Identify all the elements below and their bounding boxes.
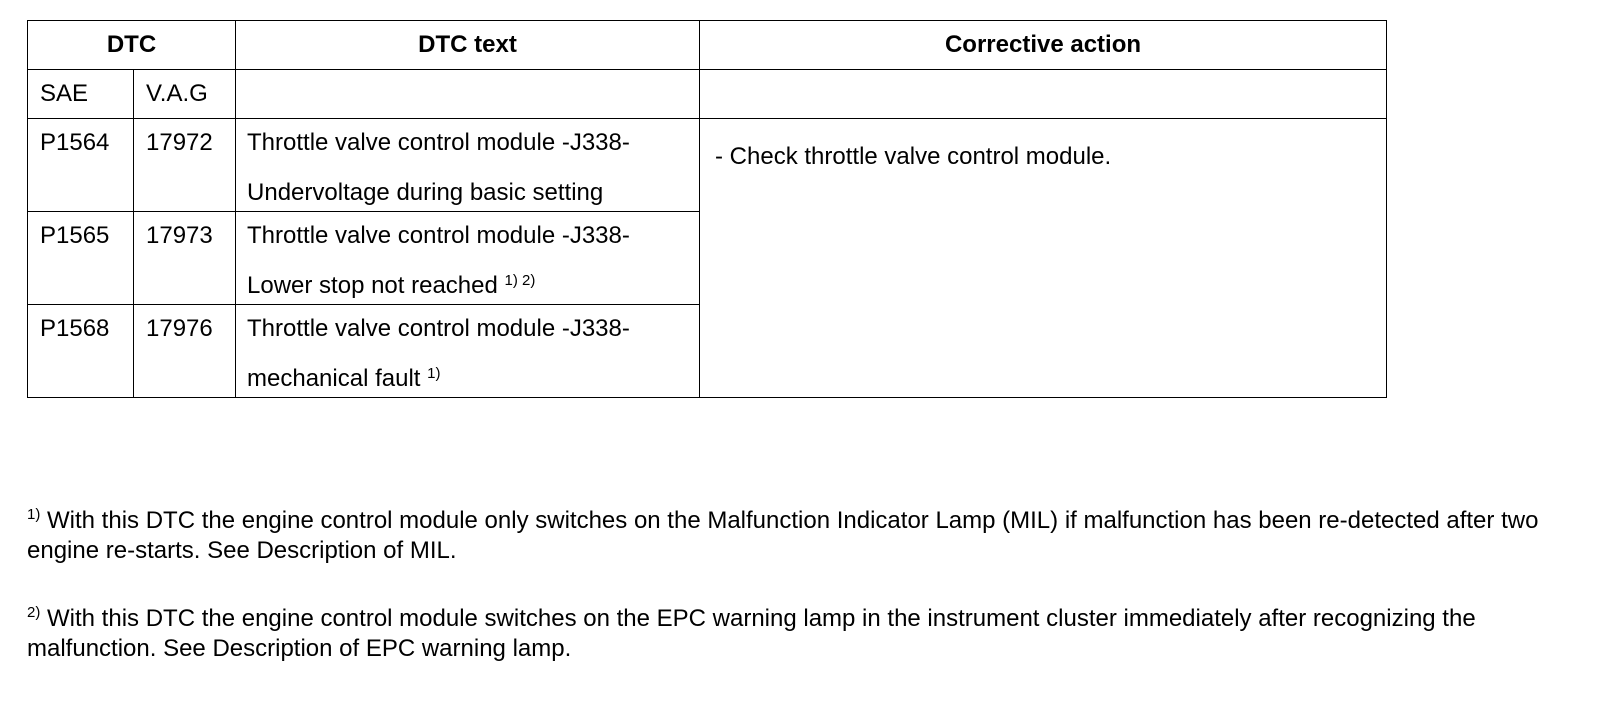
corrective-action-cell: - Check throttle valve control module. [700, 119, 1387, 398]
footnote-text: With this DTC the engine control module switches on the EPC warning lamp in the instrument cluster immediately after recognizing the malfunction. See Description of EPC warning lamp. [27, 605, 1476, 662]
table-row [28, 119, 1387, 212]
sae-code: P1568 [28, 305, 134, 398]
vag-code: 17972 [134, 119, 236, 212]
footnotes [27, 506, 1547, 702]
dtc-text-line1: Throttle valve control module -J338- [247, 129, 630, 156]
subheader-empty-text [236, 70, 700, 119]
dtc-text-line2 [247, 179, 699, 211]
dtc-text-line2 [247, 365, 699, 397]
subheader-row [28, 70, 1387, 119]
dtc-text-cell [236, 305, 700, 398]
header-dtc-text: DTC text [236, 21, 700, 70]
subheader-empty-action [700, 70, 1387, 119]
footnote-marker: 1) [27, 506, 41, 523]
footnote-reference: 1) 2) [504, 272, 536, 289]
header-dtc: DTC [28, 21, 236, 70]
footnote-text: With this DTC the engine control module only switches on the Malfunction Indicator Lamp (MIL) if malfunction has been re-detected after two engine re-starts. See Description of MIL. [27, 507, 1539, 564]
footnote-marker: 2) [27, 604, 41, 621]
subheader-vag: V.A.G [134, 70, 236, 119]
header-row [28, 21, 1387, 70]
dtc-table [27, 20, 1387, 398]
vag-code: 17976 [134, 305, 236, 398]
dtc-text-cell [236, 119, 700, 212]
header-corrective-action: Corrective action [700, 21, 1387, 70]
footnote-1 [27, 506, 1547, 566]
dtc-text-line2-text: Undervoltage during basic setting [247, 179, 604, 206]
footnote-2 [27, 604, 1547, 664]
vag-code: 17973 [134, 212, 236, 305]
dtc-text-line2-text: mechanical fault [247, 365, 421, 392]
dtc-text-line1: Throttle valve control module -J338- [247, 315, 630, 342]
dtc-text-line2 [247, 272, 699, 304]
dtc-text-line2-text: Lower stop not reached [247, 272, 498, 299]
subheader-sae: SAE [28, 70, 134, 119]
sae-code: P1564 [28, 119, 134, 212]
footnote-reference: 1) [427, 365, 441, 382]
sae-code: P1565 [28, 212, 134, 305]
dtc-text-cell [236, 212, 700, 305]
dtc-text-line1: Throttle valve control module -J338- [247, 222, 630, 249]
